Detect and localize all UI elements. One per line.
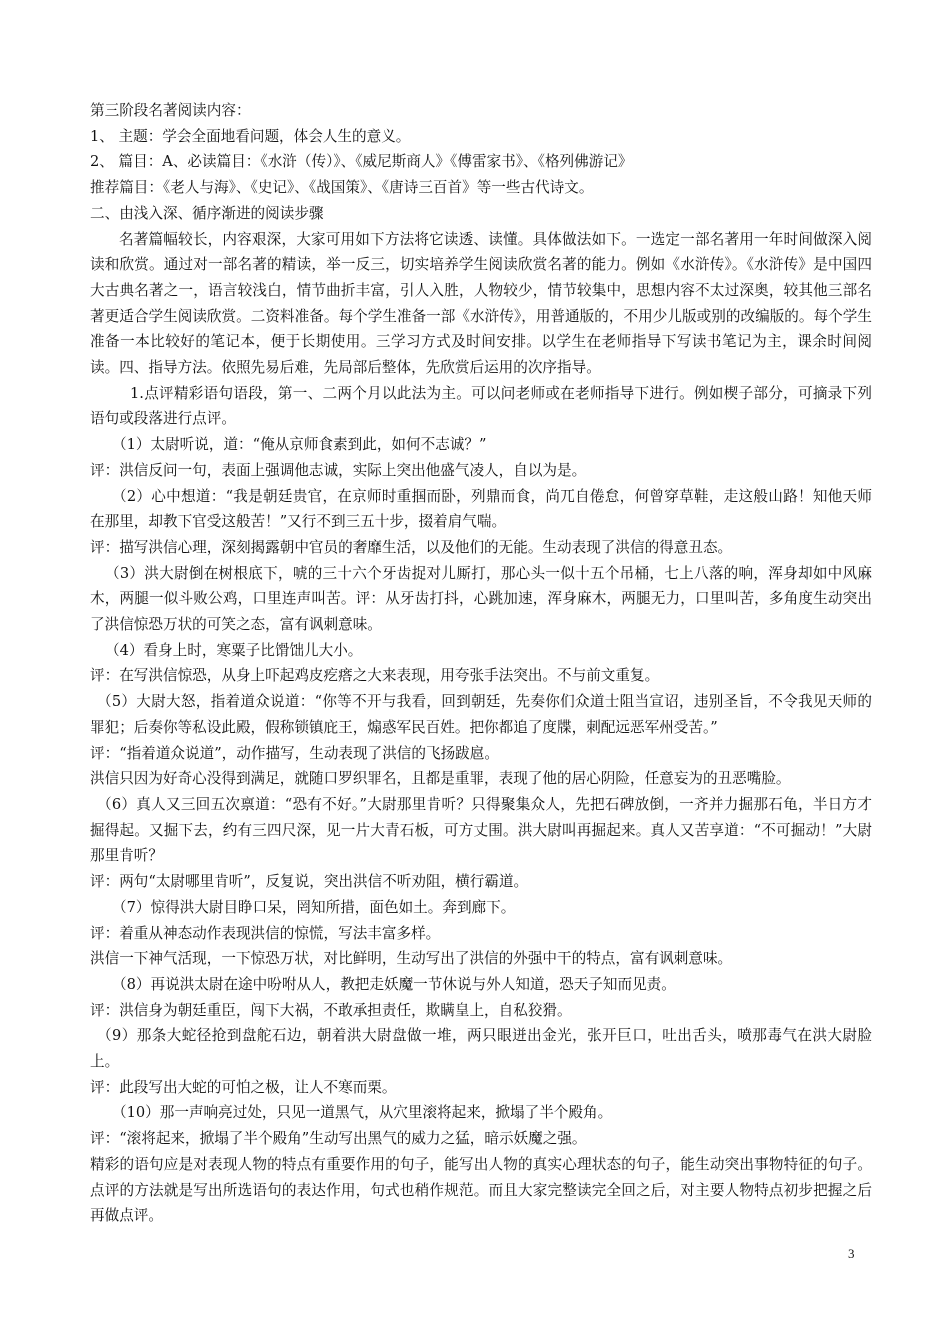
quote-1: （1）太尉听说，道：“俺从京师食素到此，如何不志诚？” (112, 436, 487, 454)
quote-4: （4）看身上时，寒粟子比馉饳儿大小。 (105, 641, 363, 659)
comment-10: 评：“滚将起来，掀塌了半个殿角”生动写出黑气的威力之猛，暗示妖魔之强。 (90, 1130, 587, 1148)
comment-5a: 评：“指着道众说道”，动作描写，生动表现了洪信的飞扬跋扈。 (90, 744, 499, 762)
page-number: 3 (848, 1246, 855, 1261)
quote-8: （8）再说洪太尉在途中吩咐从人，教把走妖魔一节休说与外人知道，恐天子知而见责。 (112, 975, 676, 993)
theme-line: 1、 主题：学会全面地看问题，体会人生的意义。 (90, 127, 411, 145)
stage-title: 第三阶段名著阅读内容： (90, 102, 251, 119)
comment-7a: 评：着重从神态动作表现洪信的惊慌，写法丰富多样。 (90, 924, 441, 942)
quote-10: （10）那一声响亮过处，只见一道黑气，从穴里滚将起来，掀塌了半个殿角。 (112, 1104, 613, 1122)
closing-paragraph: 精彩的语句应是对表现人物的特点有重要作用的句子，能写出人物的真实心理状态的句子，能生动突出事物特征的句子。点评的方法就是写出所选语句的表达作用，句式也稍作规范。而且大家完整读完全回之后，对主要人物特点初步把握之后再做点评。 (90, 1155, 872, 1225)
method-one-paragraph: 1.点评精彩语句语段，第一、二两个月以此法为主。可以问老师或在老师指导下进行。例如楔子部分，可摘录下列语句或段落进行点评。 (90, 384, 872, 428)
quote-6: （6）真人又三回五次禀道：“恐有不好。”大尉那里肯听？只得聚集众人，先把石碑放倒，一齐并力掘那石龟，半日方才掘得起。又掘下去，约有三四尺深，见一片大青石板，可方丈围。洪大尉叫再掘起来。真人又苦享道：“不可掘动！”大尉那里肯听？ (90, 795, 872, 865)
quote-7: （7）惊得洪大尉目睁口呆，罔知所措，面色如土。奔到廊下。 (112, 898, 516, 916)
comment-8: 评：洪信身为朝廷重臣，闯下大祸，不敢承担责任，欺瞒皇上，自私狡猾。 (90, 1001, 572, 1019)
quote-9: （9）那条大蛇径抢到盘舵石边，朝着洪大尉盘做一堆，两只眼迸出金光，张开巨口，吐出舌头，喷那毒气在洪大尉脸上。 (90, 1027, 872, 1071)
comment-9: 评：此段写出大蛇的可怕之极，让人不寒而栗。 (90, 1078, 397, 1096)
comment-5b: 洪信只因为好奇心没得到满足，就随口罗织罪名，且都是重罪，表现了他的居心阴险，任意妄为的丑恶嘴脸。 (90, 770, 791, 788)
section-two-heading: 二、由浅入深、循序渐进的阅读步骤 (90, 204, 324, 222)
comment-2: 评：描写洪信心理，深刻揭露朝中官员的奢靡生活，以及他们的无能。生动表现了洪信的得意丑态。 (90, 538, 733, 556)
comment-1: 评：洪信反问一句，表面上强调他志诚，实际上突出他盛气凌人，自以为是。 (90, 461, 587, 479)
comment-7b: 洪信一下神气活现，一下惊恐万状，对比鲜明，生动写出了洪信的外强中干的特点，富有讽刺意味。 (90, 950, 733, 968)
comment-4: 评：在写洪信惊恐，从身上吓起鸡皮疙瘩之大来表现，用夸张手法突出。不与前文重复。 (90, 667, 660, 685)
comment-6: 评：两句“太尉哪里肯听”，反复说，突出洪信不听劝阻，横行霸道。 (90, 873, 529, 891)
intro-paragraph: 名著篇幅较长，内容艰深，大家可用如下方法将它读透、读懂。具体做法如下。一选定一部名著用一年时间做深入阅读和欣赏。通过对一部名著的精读，举一反三，切实培养学生阅读欣赏名著的能力。例如《水浒传》。《水浒传》是中国四大古典名著之一，语言较浅白，情节曲折丰富，引人入胜，人物较少，情节较集中，思想内容不太过深奥，较其他三部名著更适合学生阅读欣赏。二资料准备。每个学生准备一部《水浒传》，用普通版的，不用少儿版或别的改编版的。每个学生准备一本比较好的笔记本，便于长期使用。三学习方式及时间安排。以学生在老师指导下写读书笔记为主，课余时间阅读。四、指导方法。依照先易后难，先局部后整体，先欣赏后运用的次序指导。 (90, 230, 872, 377)
required-reading-line: 2、 篇目：A、必读篇目：《水浒（传）》、《威尼斯商人》《傅雷家书》、《格列佛游记》 (90, 153, 633, 171)
document-page (90, 98, 872, 1229)
quote-2: （2）心中想道：“我是朝廷贵官，在京师时重掴而卧，列鼎而食，尚兀自倦怠，何曾穿草鞋，走这般山路！知他天师在那里，却教下官受这般苦！”又行不到三五十步，掇着肩气喘。 (90, 487, 872, 531)
quote-3: （3）洪大尉倒在树根底下，唬的三十六个牙齿捉对儿厮打，那心头一似十五个吊桶，七上八落的响，浑身却如中风麻木，两腿一似斗败公鸡，口里连声叫苦。评：从牙齿打抖，心跳加速，浑身麻木，两腿无力，口里叫苦，多角度生动突出了洪信惊恐万状的可笑之态，富有讽刺意味。 (90, 564, 872, 634)
recommended-reading-line: 推荐篇目：《老人与海》、《史记》、《战国策》、《唐诗三百首》等一些古代诗文。 (90, 179, 594, 197)
quote-5: （5）大尉大怒，指着道众说道：“你等不开与我看，回到朝廷，先奏你们众道士阻当宣诏，违别圣旨，不令我见天师的罪犯；后奏你等私设此殿，假称锁镇庇王，煽惑军民百姓。把你都追了度牒，刺配远恶军州受苦。” (90, 693, 872, 736)
